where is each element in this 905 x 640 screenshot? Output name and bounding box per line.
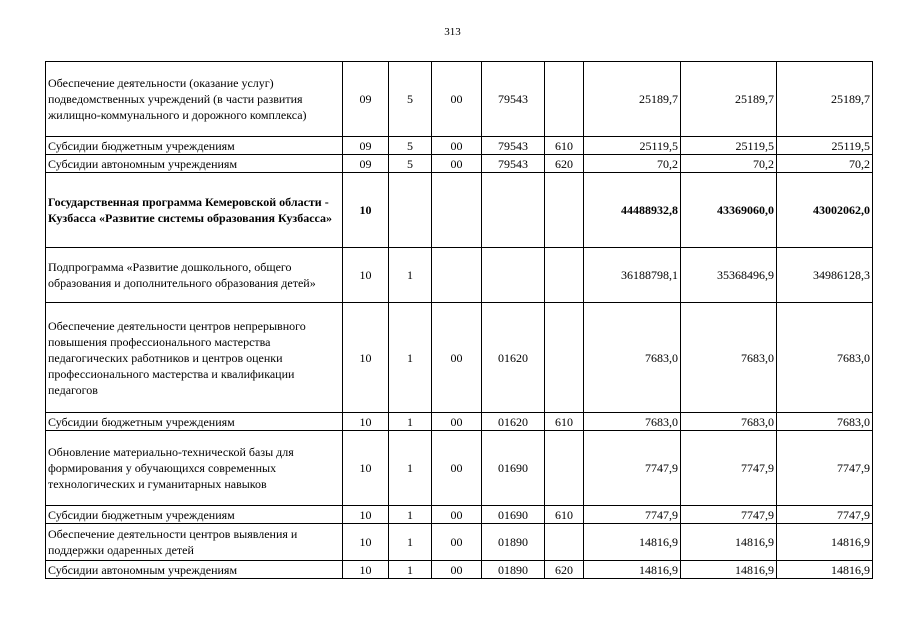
amount-1: 14816,9 xyxy=(584,524,681,561)
amount-3: 7747,9 xyxy=(777,506,873,524)
amount-1: 7747,9 xyxy=(584,431,681,506)
expense-type-code: 610 xyxy=(545,413,584,431)
table-row xyxy=(46,155,873,173)
amount-2: 14816,9 xyxy=(681,561,777,579)
amount-1: 44488932,8 xyxy=(584,173,681,248)
subsection-code: 1 xyxy=(389,524,432,561)
program-code: 00 xyxy=(432,431,482,506)
table-row xyxy=(46,413,873,431)
program-code xyxy=(432,248,482,303)
amount-2: 14816,9 xyxy=(681,524,777,561)
row-name: Обеспечение деятельности (оказание услуг) подведомственных учреждений (в части развития жилищно-коммунального и дорожного комплекса) xyxy=(46,62,343,137)
table-row xyxy=(46,137,873,155)
budget-table xyxy=(45,61,873,579)
program-code: 00 xyxy=(432,62,482,137)
amount-1: 25189,7 xyxy=(584,62,681,137)
item-code: 01620 xyxy=(482,413,545,431)
amount-3: 43002062,0 xyxy=(777,173,873,248)
expense-type-code: 620 xyxy=(545,155,584,173)
amount-1: 25119,5 xyxy=(584,137,681,155)
amount-2: 25119,5 xyxy=(681,137,777,155)
row-name: Субсидии автономным учреждениям xyxy=(46,155,343,173)
expense-type-code: 610 xyxy=(545,506,584,524)
subsection-code: 1 xyxy=(389,248,432,303)
amount-2: 7747,9 xyxy=(681,431,777,506)
amount-3: 14816,9 xyxy=(777,561,873,579)
amount-3: 34986128,3 xyxy=(777,248,873,303)
expense-type-code xyxy=(545,248,584,303)
expense-type-code xyxy=(545,173,584,248)
row-name: Субсидии бюджетным учреждениям xyxy=(46,506,343,524)
amount-3: 7683,0 xyxy=(777,303,873,413)
expense-type-code: 620 xyxy=(545,561,584,579)
item-code: 01690 xyxy=(482,506,545,524)
section-code: 10 xyxy=(343,413,389,431)
table-row xyxy=(46,62,873,137)
subsection-code: 5 xyxy=(389,62,432,137)
amount-3: 25119,5 xyxy=(777,137,873,155)
table-row xyxy=(46,524,873,561)
subsection-code: 1 xyxy=(389,413,432,431)
subsection-code: 1 xyxy=(389,303,432,413)
section-code: 10 xyxy=(343,431,389,506)
amount-2: 43369060,0 xyxy=(681,173,777,248)
amount-3: 14816,9 xyxy=(777,524,873,561)
amount-1: 70,2 xyxy=(584,155,681,173)
row-name: Обеспечение деятельности центров непрерывного повышения профессионального мастерства педагогических работников и центров оценки профессионального мастерства и квалификации педагогов xyxy=(46,303,343,413)
program-code: 00 xyxy=(432,413,482,431)
item-code: 01890 xyxy=(482,524,545,561)
page-number: 313 xyxy=(444,26,461,38)
item-code: 01620 xyxy=(482,303,545,413)
expense-type-code xyxy=(545,303,584,413)
item-code: 79543 xyxy=(482,62,545,137)
section-code: 10 xyxy=(343,561,389,579)
section-code: 09 xyxy=(343,62,389,137)
amount-1: 7747,9 xyxy=(584,506,681,524)
row-name: Подпрограмма «Развитие дошкольного, общего образования и дополнительного образования детей» xyxy=(46,248,343,303)
amount-1: 7683,0 xyxy=(584,303,681,413)
section-code: 10 xyxy=(343,506,389,524)
program-code xyxy=(432,173,482,248)
program-code: 00 xyxy=(432,524,482,561)
expense-type-code xyxy=(545,62,584,137)
amount-2: 25189,7 xyxy=(681,62,777,137)
item-code xyxy=(482,248,545,303)
section-code: 10 xyxy=(343,173,389,248)
section-code: 09 xyxy=(343,155,389,173)
amount-2: 7683,0 xyxy=(681,303,777,413)
table-row xyxy=(46,506,873,524)
amount-3: 25189,7 xyxy=(777,62,873,137)
item-code: 79543 xyxy=(482,155,545,173)
table-row xyxy=(46,173,873,248)
amount-2: 35368496,9 xyxy=(681,248,777,303)
table-row xyxy=(46,431,873,506)
item-code xyxy=(482,173,545,248)
subsection-code: 1 xyxy=(389,561,432,579)
section-code: 10 xyxy=(343,524,389,561)
amount-1: 14816,9 xyxy=(584,561,681,579)
subsection-code: 1 xyxy=(389,506,432,524)
table-row xyxy=(46,303,873,413)
section-code: 09 xyxy=(343,137,389,155)
amount-1: 7683,0 xyxy=(584,413,681,431)
table-row xyxy=(46,561,873,579)
program-code: 00 xyxy=(432,561,482,579)
amount-2: 7683,0 xyxy=(681,413,777,431)
row-name: Субсидии бюджетным учреждениям xyxy=(46,413,343,431)
table-row xyxy=(46,248,873,303)
expense-type-code xyxy=(545,431,584,506)
row-name: Обновление материально-технической базы для формирования у обучающихся современных технологических и гуманитарных навыков xyxy=(46,431,343,506)
program-code: 00 xyxy=(432,506,482,524)
amount-3: 7683,0 xyxy=(777,413,873,431)
item-code: 01890 xyxy=(482,561,545,579)
program-code: 00 xyxy=(432,155,482,173)
program-code: 00 xyxy=(432,303,482,413)
subsection-code xyxy=(389,173,432,248)
amount-2: 7747,9 xyxy=(681,506,777,524)
row-name: Государственная программа Кемеровской области - Кузбасса «Развитие системы образования Кузбасса» xyxy=(46,173,343,248)
row-name: Обеспечение деятельности центров выявления и поддержки одаренных детей xyxy=(46,524,343,561)
section-code: 10 xyxy=(343,303,389,413)
amount-3: 7747,9 xyxy=(777,431,873,506)
amount-1: 36188798,1 xyxy=(584,248,681,303)
subsection-code: 1 xyxy=(389,431,432,506)
subsection-code: 5 xyxy=(389,137,432,155)
row-name: Субсидии автономным учреждениям xyxy=(46,561,343,579)
subsection-code: 5 xyxy=(389,155,432,173)
section-code: 10 xyxy=(343,248,389,303)
amount-3: 70,2 xyxy=(777,155,873,173)
amount-2: 70,2 xyxy=(681,155,777,173)
expense-type-code xyxy=(545,524,584,561)
program-code: 00 xyxy=(432,137,482,155)
item-code: 01690 xyxy=(482,431,545,506)
item-code: 79543 xyxy=(482,137,545,155)
expense-type-code: 610 xyxy=(545,137,584,155)
row-name: Субсидии бюджетным учреждениям xyxy=(46,137,343,155)
